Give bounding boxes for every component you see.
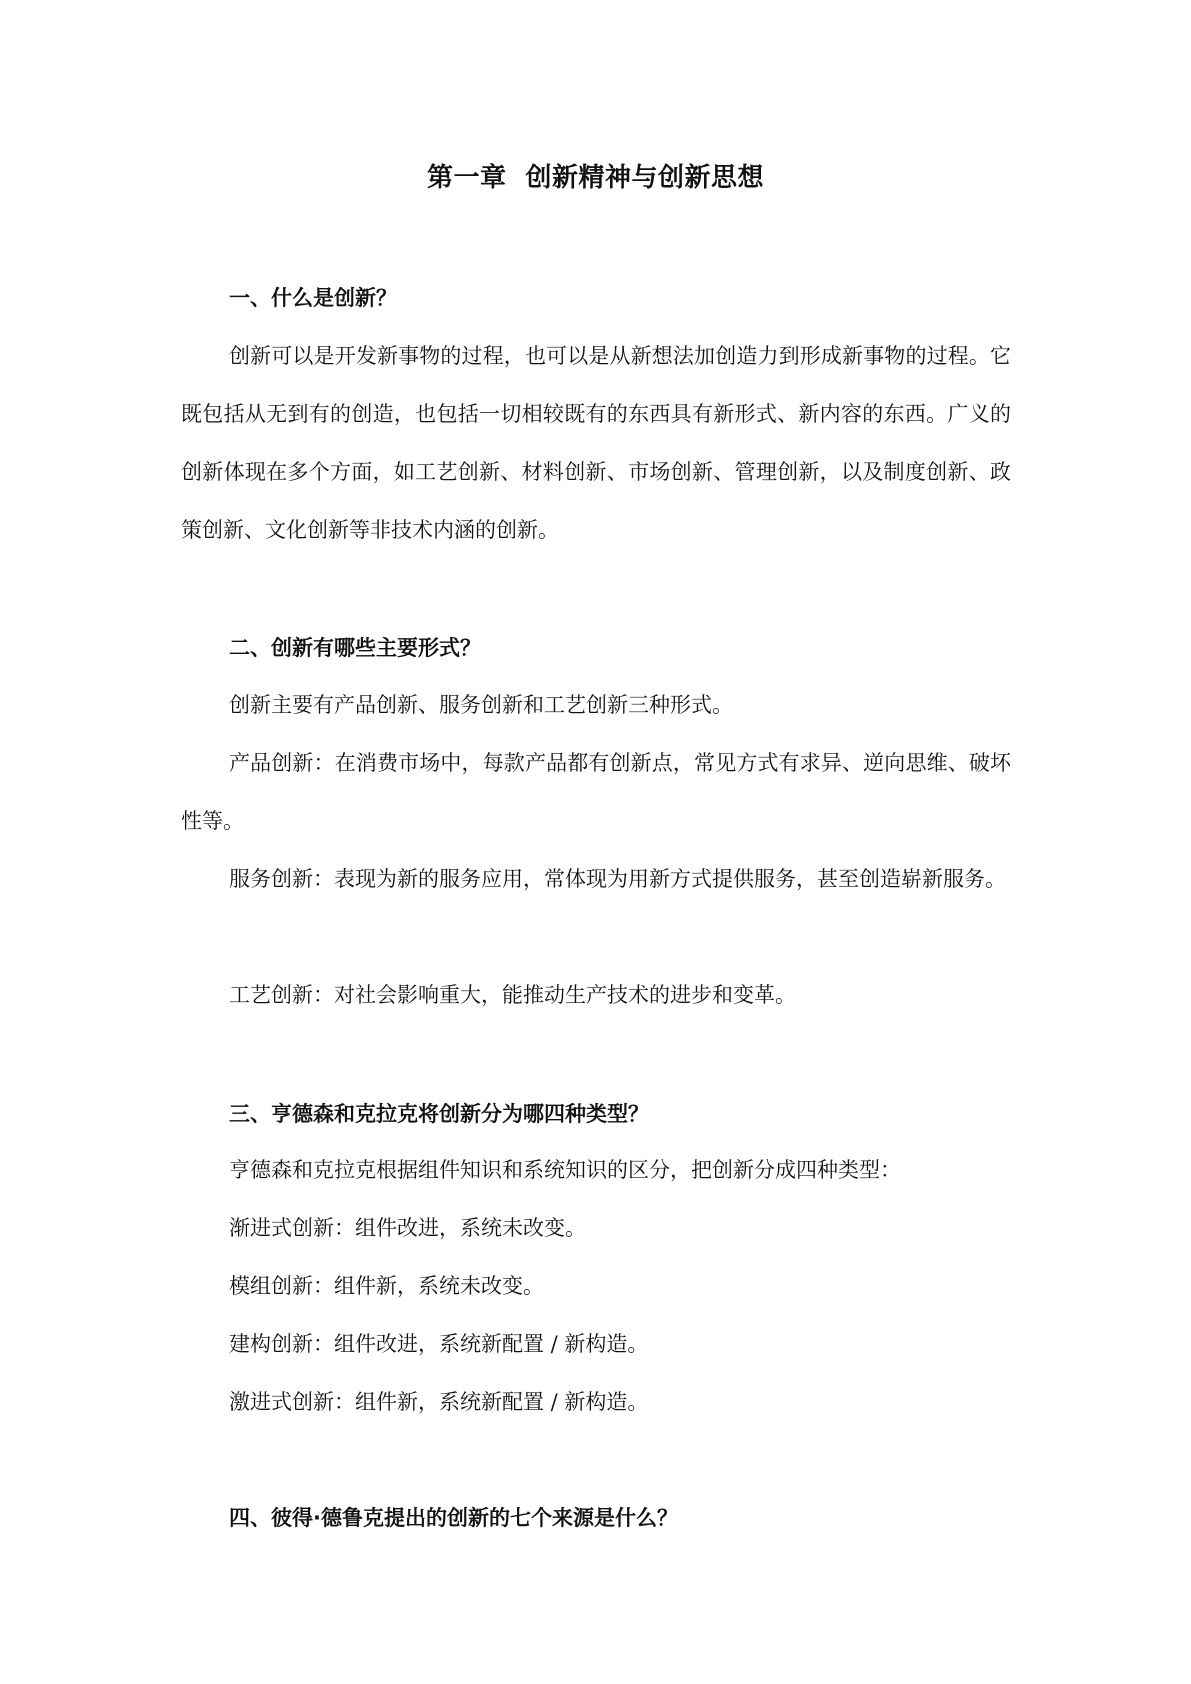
section-heading-1: 一、什么是创新？ [229, 286, 397, 310]
section-heading-4: 四、彼得·德鲁克提出的创新的七个来源是什么？ [229, 1506, 678, 1530]
section-2-paragraph-3: 服务创新：表现为新的服务应用，常体现为用新方式提供服务，甚至创造崭新服务。 [229, 867, 1006, 891]
section-3-paragraph-5: 激进式创新：组件新，系统新配置 / 新构造。 [229, 1390, 649, 1414]
chapter-title: 第一章 创新精神与创新思想 [426, 163, 765, 193]
section-heading-3: 三、亨德森和克拉克将创新分为哪四种类型？ [229, 1102, 649, 1126]
section-3-paragraph-4: 建构创新：组件改进，系统新配置 / 新构造。 [229, 1332, 649, 1356]
section-3-paragraph-1: 亨德森和克拉克根据组件知识和系统知识的区分，把创新分成四种类型： [229, 1158, 901, 1182]
section-3-paragraph-3: 模组创新：组件新，系统未改变。 [229, 1274, 544, 1298]
section-2-paragraph-2: 产品创新：在消费市场中，每款产品都有创新点，常见方式有求异、逆向思维、破坏性等。 [181, 751, 1011, 833]
section-heading-2: 二、创新有哪些主要形式？ [229, 636, 481, 660]
section-2-paragraph-1: 创新主要有产品创新、服务创新和工艺创新三种形式。 [229, 693, 733, 717]
section-2-paragraph-4: 工艺创新：对社会影响重大，能推动生产技术的进步和变革。 [229, 983, 796, 1007]
section-1-paragraph-1: 创新可以是开发新事物的过程，也可以是从新想法加创造力到形成新事物的过程。它既包括从无到有的创造，也包括一切相较既有的东西具有新形式、新内容的东西。广义的创新体现在多个方面，如工艺创新、材料创新、市场创新、管理创新，以及制度创新、政策创新、文化创新等非技术内涵的创新。 [181, 344, 1011, 542]
section-3-paragraph-2: 渐进式创新：组件改进，系统未改变。 [229, 1216, 586, 1240]
